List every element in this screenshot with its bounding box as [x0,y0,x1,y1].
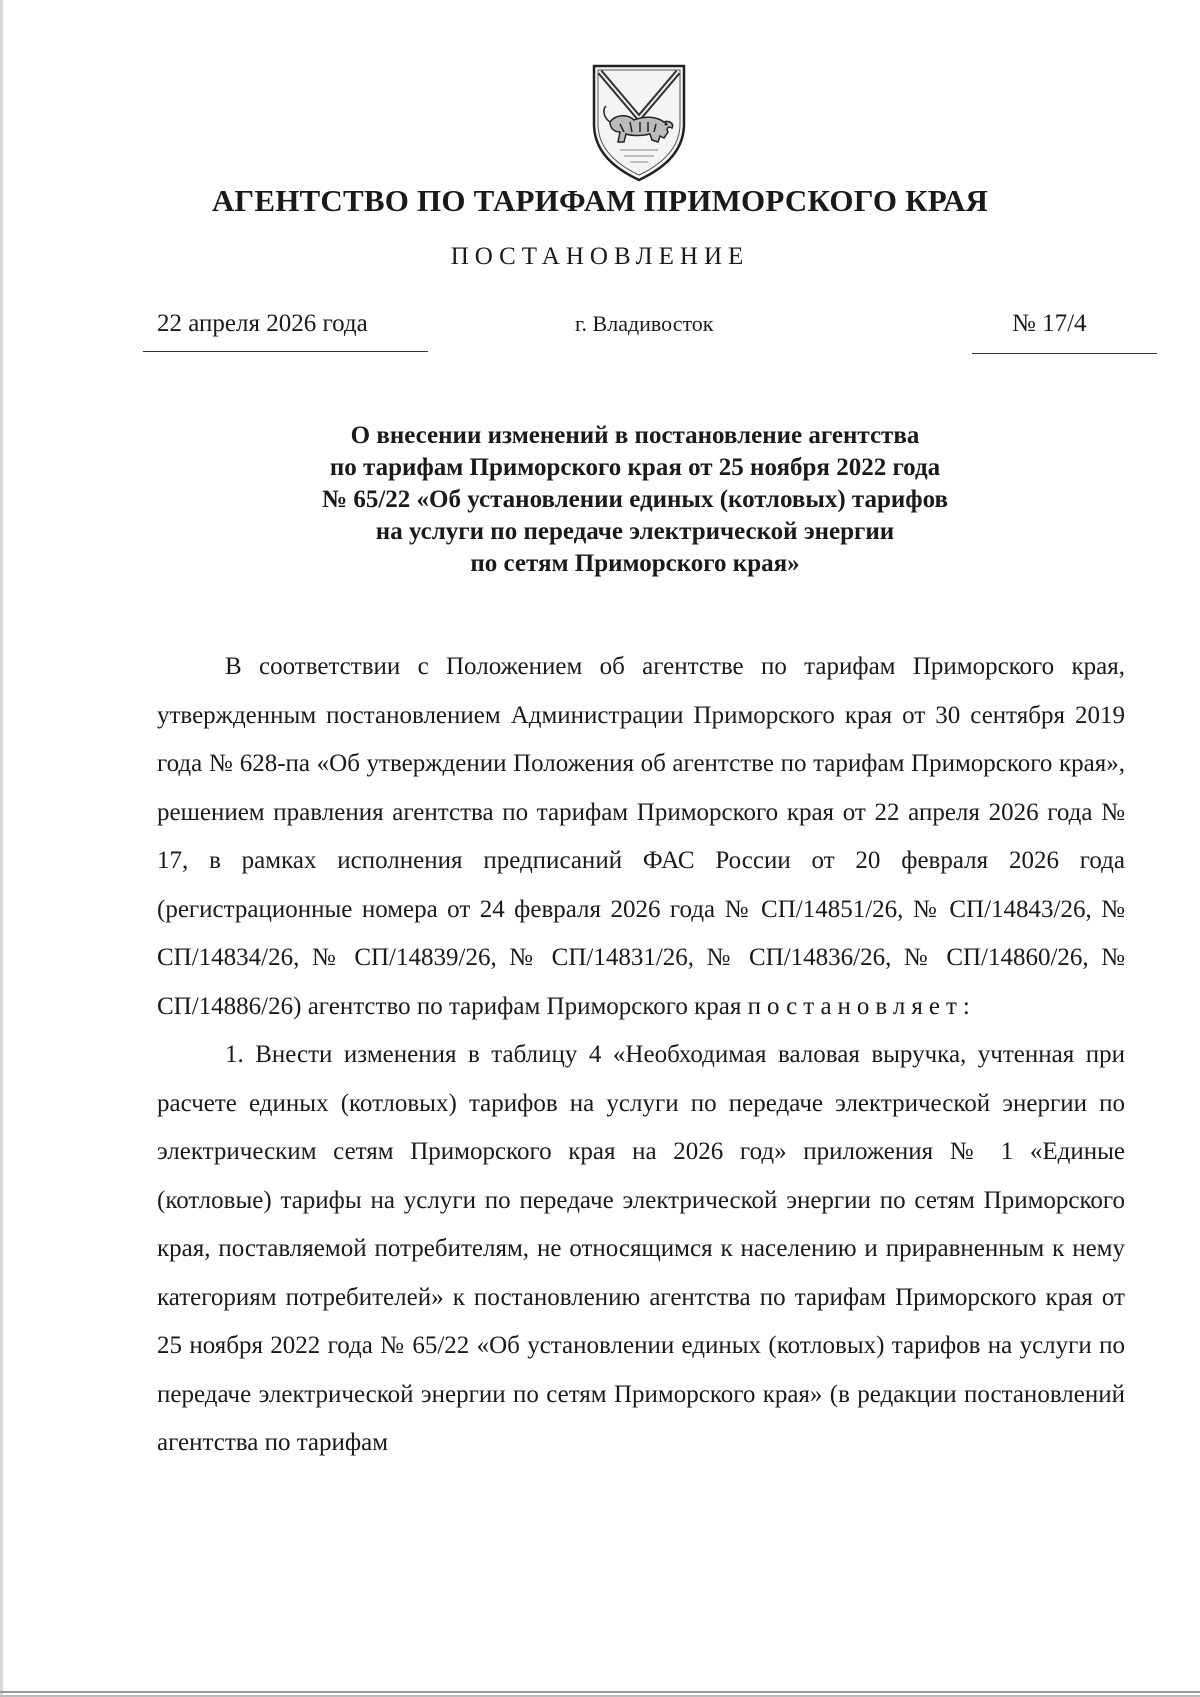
paragraph-item-1: 1. Внести изменения в таблицу 4 «Необходимая валовая выручка, учтенная при расчете единых (котловых) тарифов на услуги по передаче электрической энергии по электрическим сетям Приморского края на 2026 год» приложения № 1 «Единые (котловые) тарифы на услуги по передаче электрической энергии по сетям Приморского края, поставляемой потребителям, не относящимся к населению и приравненным к нему категориям потребителей» к постановлению агентства по тарифам Приморского края от 25 ноября 2022 года № 65/22 «Об установлении единых (котловых) тарифов на услуги по передаче электрической энергии по сетям Приморского края» (в редакции постановлений агентства по тарифам [157,1041,1125,1456]
document-number: № 17/4 [1012,310,1087,337]
agency-title: АГЕНТСТВО ПО ТАРИФАМ ПРИМОРСКОГО КРАЯ [211,183,989,218]
heading-line: на услуги по передаче электрической энергии [375,518,895,545]
document-heading [0,420,1200,580]
document-date: 22 апреля 2026 года [157,310,368,337]
heading-line: по сетям Приморского края» [470,550,800,577]
heading-line: О внесении изменений в постановление агентства [350,422,920,449]
heading-line: № 65/22 «Об установлении единых (котловых) тарифов [321,486,948,513]
document-body [157,643,1125,1468]
date-underline [143,351,428,352]
paragraph-preamble [157,643,1125,1031]
resolves-verb: постановляет: [747,992,976,1020]
coat-of-arms-icon [590,62,688,182]
preamble-text: В соответствии с Положением об агентстве по тарифам Приморского края, утвержденным постановлением Администрации Приморского края от 30 сентября 2019 года № 628-па «Об утверждении Положения об агентстве по тарифам Приморского края», решением правления агентства по тарифам Приморского края от 22 апреля 2026 года № 17, в рамках исполнения предписаний ФАС России от 20 февраля 2026 года (регистрационные номера от 24 февраля 2026 года № СП/14851/26, № СП/14843/26, № СП/14834/26, № СП/14839/26, № СП/14831/26, № СП/14836/26, № СП/14860/26, № СП/14886/26) агентство по тарифам Приморского края [157,653,1125,1020]
number-underline [972,353,1157,354]
document-city: г. Владивосток [575,311,714,336]
document-type: ПОСТАНОВЛЕНИЕ [450,243,750,270]
heading-line: по тарифам Приморского края от 25 ноября 2022 года [329,454,941,481]
scan-edge-bottom [0,1691,1200,1693]
